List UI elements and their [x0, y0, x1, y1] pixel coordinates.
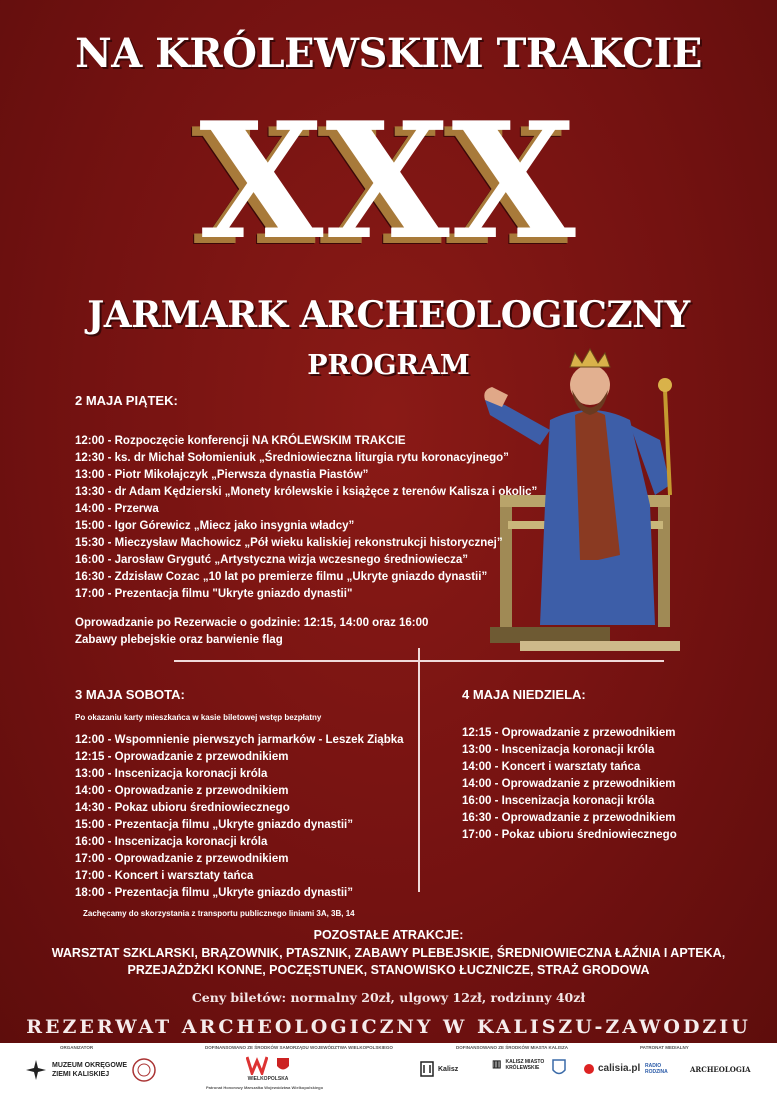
sponsor-strip: [0, 1043, 777, 1100]
schedule-item: 15:30 - Mieczysław Machowicz „Pół wieku kaliskiej rekonstrukcji historycznej”: [75, 537, 503, 549]
attractions-line: PRZEJAŻDŻKI KONNE, POCZĘSTUNEK, STANOWISKO ŁUCZNICZE, STRAŻ GRODOWA: [127, 963, 650, 977]
schedule-item: 16:00 - Inscenizacja koronacji króla: [75, 836, 268, 848]
schedule-item: 13:00 - Inscenizacja koronacji króla: [75, 768, 268, 780]
calisia-logo: [584, 1063, 640, 1074]
kalisz-label: Kalisz: [438, 1065, 459, 1073]
kalisz-2026-label: KALISZ MIASTO KRÓLEWSKIE: [505, 1059, 545, 1071]
schedule-item: 14:00 - Przerwa: [75, 503, 159, 515]
kalisz-2026-logo: [492, 1059, 548, 1071]
day2-section: [75, 686, 405, 928]
eagle-shield-icon: [276, 1057, 290, 1073]
schedule-item: 12:30 - ks. dr Michał Sołomieniuk „Średniowieczna liturgia rytu koronacyjnego”: [75, 452, 509, 464]
schedule-item: 12:00 - Wspomnienie pierwszych jarmarków - Leszek Ziąbka: [75, 734, 404, 746]
schedule-item: 12:15 - Oprowadzanie z przewodnikiem: [462, 727, 676, 739]
schedule-item: 17:00 - Oprowadzanie z przewodnikiem: [75, 853, 289, 865]
schedule-item: 13:00 - Piotr Mikołajczyk „Pierwsza dynastia Piastów”: [75, 469, 369, 481]
schedule-item: 12:15 - Oprowadzanie z przewodnikiem: [75, 751, 289, 763]
schedule-item: 13:30 - dr Adam Kędzierski „Monety królewskie i książęce z terenów Kalisza i okolic”: [75, 486, 538, 498]
attractions-line: WARSZTAT SZKLARSKI, BRĄZOWNIK, PTASZNIK, ZABAWY PLEBEJSKIE, ŚREDNIOWIECZNA ŁAŹNIA I APTEKA,: [51, 946, 726, 960]
games-info: Zabawy plebejskie oraz barwienie flag: [75, 634, 283, 646]
schedule-item: 17:00 - Pokaz ubioru średniowiecznego: [462, 829, 677, 841]
caption-city: DOFINANSOWANO ZE ŚRODKÓW MIASTA KALISZA: [456, 1045, 568, 1050]
day1-section: [75, 392, 545, 649]
day1-header: 2 MAJA PIĄTEK:: [75, 393, 178, 408]
schedule-item: 16:00 - Inscenizacja koronacji króla: [462, 795, 655, 807]
kalisz-crest-icon: [420, 1061, 434, 1077]
schedule-item: 14:30 - Pokaz ubioru średniowiecznego: [75, 802, 290, 814]
wielkopolska-logo: [206, 1055, 324, 1090]
day3-header: 4 MAJA NIEDZIELA:: [462, 687, 586, 702]
schedule-item: 14:00 - Oprowadzanie z przewodnikiem: [75, 785, 289, 797]
kalisz-logo: [420, 1061, 458, 1077]
seal-icon: [131, 1057, 157, 1083]
tour-info: Oprowadzanie po Rezerwacie o godzinie: 12:15, 14:00 oraz 16:00: [75, 617, 429, 629]
schedule-item: 12:00 - Rozpoczęcie konferencji NA KRÓLEWSKIM TRAKCIE: [75, 435, 406, 447]
museum-name-1: MUZEUM OKRĘGOWE: [52, 1062, 128, 1069]
calisia-dot-icon: [584, 1064, 594, 1074]
w-icon: [246, 1055, 268, 1075]
archeologia-label: ARCHEOLOGIA: [690, 1065, 751, 1074]
program-heading: PROGRAM: [307, 350, 470, 381]
partner-crest: [552, 1059, 566, 1077]
museum-name-2: ZIEMI KALISKIEJ: [52, 1071, 110, 1078]
schedule-item: 16:00 - Jarosław Grygutć „Artystyczna wizja wczesnego średniowiecza”: [75, 554, 469, 566]
roman-numeral: XXX: [199, 87, 578, 275]
poster-title-main: JARMARK ARCHEOLOGICZNY: [87, 294, 690, 336]
museum-icon: [24, 1058, 48, 1082]
schedule-item: 18:00 - Prezentacja filmu „Ukryte gniazdo dynastii”: [75, 887, 353, 899]
schedule-item: 17:00 - Prezentacja filmu "Ukryte gniazdo dynastii": [75, 588, 353, 600]
schedule-item: 17:00 - Koncert i warsztaty tańca: [75, 870, 254, 882]
ticket-prices: Ceny biletów: normalny 20zł, ulgowy 12zł, rodzinny 40zł: [191, 990, 586, 1005]
divider-vertical: [418, 648, 420, 892]
archeologia-logo: [690, 1065, 751, 1074]
day3-section: [462, 686, 742, 844]
footer-title: REZERWAT ARCHEOLOGICZNY W KALISZU-ZAWODZIU: [26, 1016, 751, 1038]
patronage-caption: Patronat Honorowy Marszałka Województwa Wielkopolskiego: [206, 1085, 324, 1090]
calisia-label: calisia.pl: [598, 1063, 641, 1074]
day2-note: Po okazaniu karty mieszkańca w kasie biletowej wstęp bezpłatny: [75, 713, 322, 722]
schedule-item: 14:00 - Koncert i warsztaty tańca: [462, 761, 641, 773]
radio-label: RADIO RODZINA: [645, 1063, 668, 1075]
day2-header: 3 MAJA SOBOTA:: [75, 687, 185, 702]
schedule-item: 14:00 - Oprowadzanie z przewodnikiem: [462, 778, 676, 790]
radio-logo: [645, 1063, 679, 1075]
schedule-item: 13:00 - Inscenizacja koronacji króla: [462, 744, 655, 756]
schedule-item: 16:30 - Zdzisław Cozac „10 lat po premierze filmu „Ukryte gniazdo dynastii”: [75, 571, 488, 583]
schedule-item: 16:30 - Oprowadzanie z przewodnikiem: [462, 812, 676, 824]
year-mark: ▥: [492, 1059, 502, 1070]
schedule-item: 15:00 - Igor Górewicz „Miecz jako insygnia władcy”: [75, 520, 355, 532]
poster-title-top: NA KRÓLEWSKIM TRAKCIE: [75, 30, 702, 77]
transport-note: Zachęcamy do skorzystania z transportu publicznego liniami 3A, 3B, 14: [83, 909, 355, 918]
wielkopolska-label: WIELKOPOLSKA: [247, 1076, 289, 1082]
attractions-header: POZOSTAŁE ATRAKCJE:: [313, 928, 464, 942]
caption-organizer: ORGANIZATOR: [60, 1045, 94, 1050]
museum-logo: [24, 1057, 157, 1083]
caption-region: DOFINANSOWANO ZE ŚRODKÓW SAMORZĄDU WOJEWÓDZTWA WIELKOPOLSKIEGO: [205, 1045, 393, 1050]
crest-icon: [552, 1059, 566, 1077]
schedule-item: 15:00 - Prezentacja filmu „Ukryte gniazdo dynastii”: [75, 819, 353, 831]
caption-media: PATRONAT MEDIALNY: [640, 1045, 689, 1050]
